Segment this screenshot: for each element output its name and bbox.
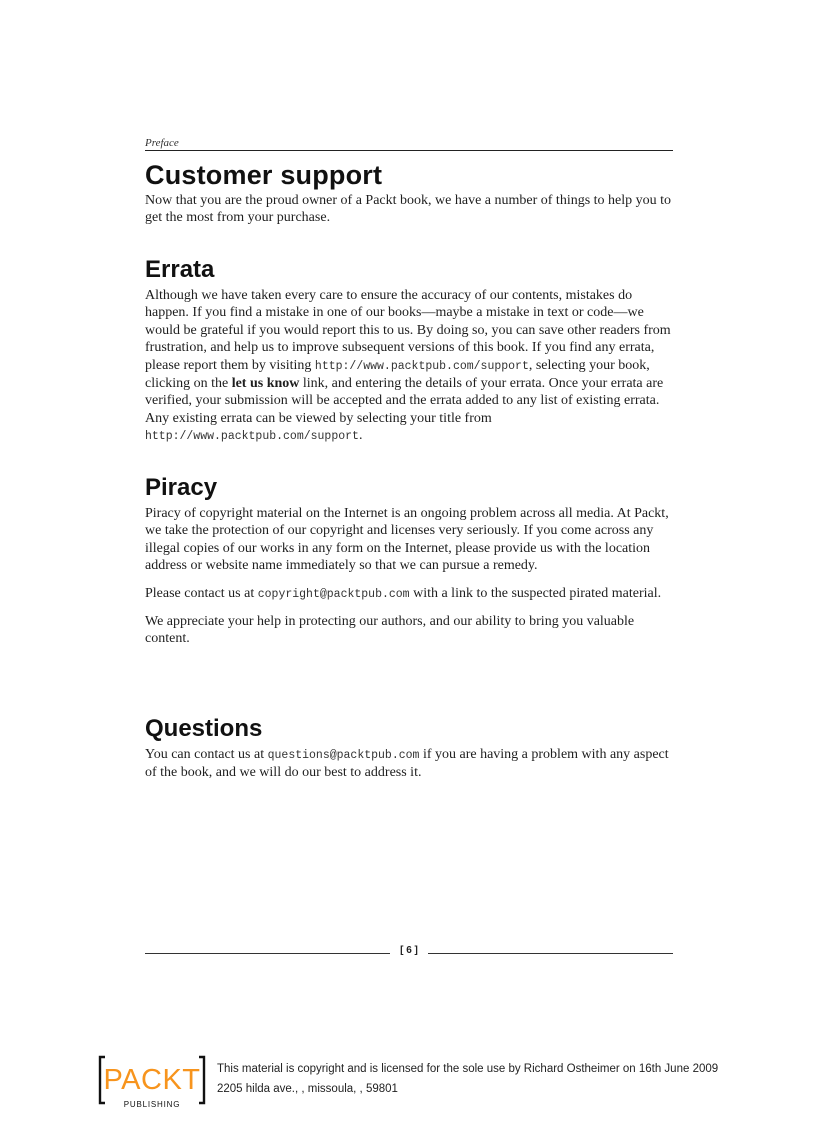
piracy-text-pre: Please contact us at: [145, 585, 258, 601]
footer-rule-left: [145, 953, 390, 954]
license-line-1: This material is copyright and is licensed for the sole use by Richard Ostheimer on 16th June 2009: [217, 1063, 719, 1075]
questions-email-link[interactable]: questions@packtpub.com: [267, 749, 420, 762]
packt-logo-graphic: [97, 1053, 207, 1110]
section-errata: [145, 256, 673, 446]
errata-text-2: , selecting your book, clicking on the: [145, 357, 650, 392]
errata-support-url[interactable]: http://www.packtpub.com/support: [314, 359, 529, 373]
page-number: [ 6 ]: [400, 945, 418, 956]
errata-paragraph: [145, 287, 673, 446]
questions-text-post: if you are having a problem with any aspect of the book, and we will do our best to address it.: [145, 747, 669, 781]
piracy-heading: Piracy: [145, 474, 218, 501]
questions-paragraph: [145, 746, 673, 782]
customer-support-heading: Customer support: [145, 160, 383, 190]
header-rule: [145, 150, 673, 151]
section-piracy: [145, 474, 673, 648]
logo-wordmark: PACKT: [103, 1064, 201, 1096]
errata-text-3: link, and entering the details of your errata. Once your errata are verified, your submission will be accepted and the errata added to any list of existing errata. Any existing errata can be viewed by selecting your title from: [145, 376, 664, 426]
section-customer-support: [145, 160, 673, 227]
questions-text-pre: You can contact us at: [145, 747, 268, 762]
piracy-text-post: with a link to the suspected pirated material.: [409, 585, 662, 601]
running-header: Preface: [145, 137, 179, 149]
piracy-paragraph-1: Piracy of copyright material on the Internet is an ongoing problem across all media. At Packt, we take the protection of our copyright and licenses very seriously. If you come across any illegal copies of our works in any form on the Internet, please provide us with the location address or website name immediately so that we can pursue a remedy.: [145, 506, 669, 574]
footer-rule-right: [428, 953, 673, 954]
let-us-know-link[interactable]: let us know: [231, 376, 300, 392]
errata-text-4: .: [358, 428, 363, 444]
errata-heading: Errata: [145, 256, 215, 283]
copyright-email-link[interactable]: copyright@packtpub.com: [257, 587, 410, 601]
logo-subtext: PUBLISHING: [123, 1100, 181, 1109]
section-questions: [145, 715, 673, 782]
errata-support-url-2[interactable]: http://www.packtpub.com/support: [145, 430, 359, 444]
piracy-paragraph-2: [145, 585, 673, 603]
questions-heading: Questions: [145, 715, 263, 742]
piracy-paragraph-3: We appreciate your help in protecting our authors, and our ability to bring you valuable content.: [145, 614, 635, 647]
packt-logo: [97, 1053, 207, 1110]
errata-text-1: Although we have taken every care to ensure the accuracy of our contents, mistakes do happen. If you find a mistake in one of our books—maybe a mistake in text or code—we would be grateful if you would report this to us. By doing so, you can save other readers from frustration, and help us to improve subsequent versions of this book. If you find any errata, please report them by visiting: [145, 288, 671, 373]
license-line-2: 2205 hilda ave., , missoula, , 59801: [217, 1083, 398, 1095]
customer-support-paragraph: Now that you are the proud owner of a Packt book, we have a number of things to help you to get the most from your purchase.: [145, 193, 672, 226]
